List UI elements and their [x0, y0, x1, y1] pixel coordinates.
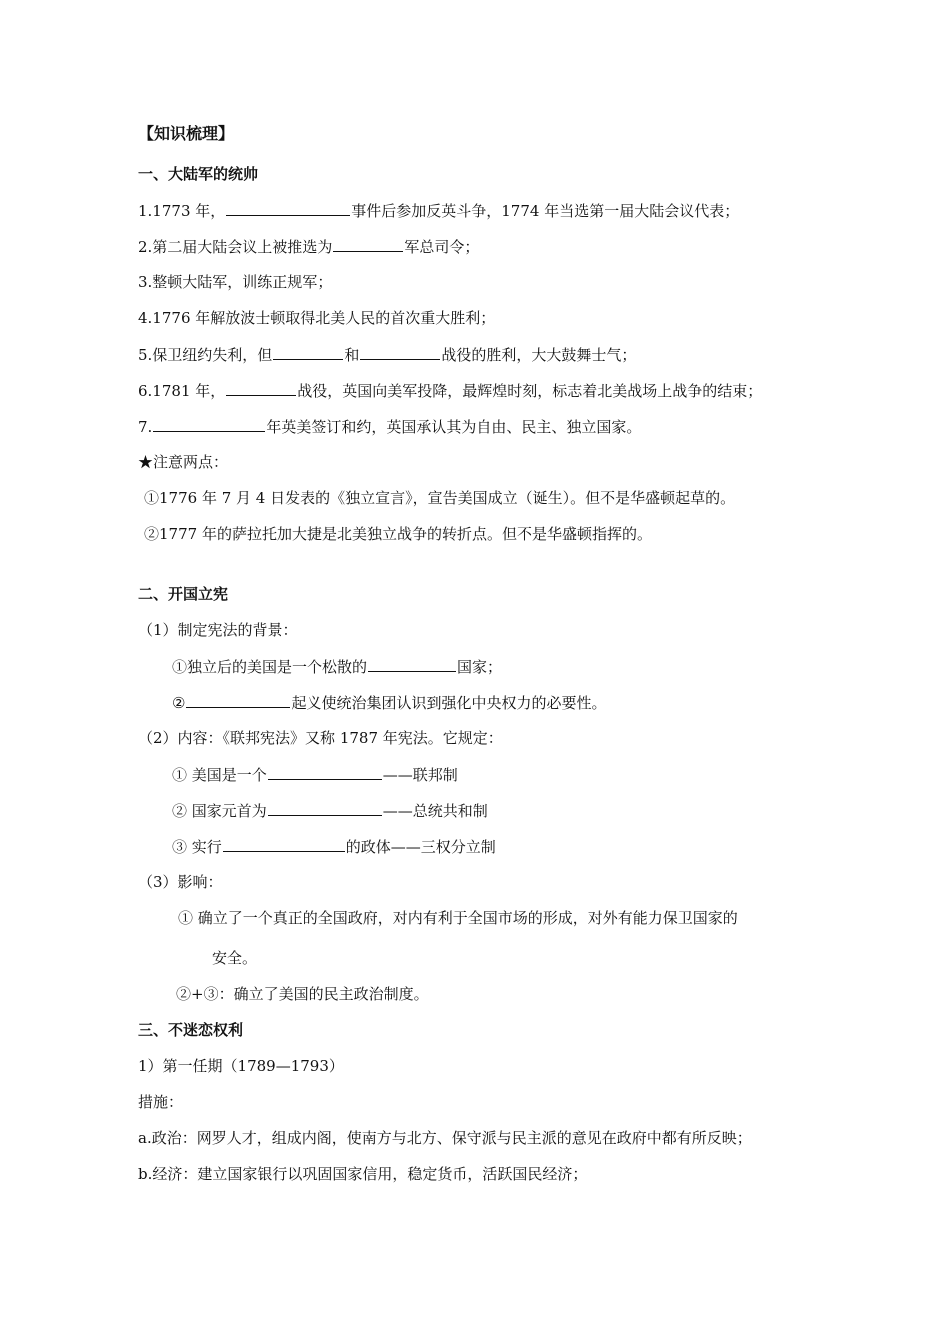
item6-text-a: 6.1781 年， [138, 382, 226, 400]
item2-text-a: 2.第二届大陆会议上被推选为 [138, 238, 333, 256]
item5-text-b: 和 [344, 346, 360, 364]
blank-country-type [268, 764, 382, 780]
knowledge-heading: 【知识梳理】 [138, 124, 235, 143]
content-3 [172, 836, 496, 857]
item5-text-a: 5.保卫纽约失利，但 [138, 346, 273, 364]
item1-text-b: 事件后参加反英斗争，1774 年当选第一届大陆会议代表； [351, 202, 740, 220]
section1-item7 [138, 416, 641, 437]
section1-item3: 3.整顿大陆军，训练正规军； [138, 273, 333, 291]
blank-event [226, 200, 350, 216]
background-title: （1）制定宪法的背景： [138, 621, 298, 639]
c2-text-a: ② 国家元首为 [172, 802, 267, 820]
note-2: ②1777 年的萨拉托加大捷是北美独立战争的转折点。但不是华盛顿指挥的。 [144, 525, 652, 543]
blank-battle-3 [226, 380, 296, 396]
blank-polity [223, 836, 345, 852]
blank-uprising [186, 692, 290, 708]
measure-economy: b.经济：建立国家银行以巩固国家信用，稳定货币，活跃国民经济； [138, 1165, 588, 1183]
blank-battle-1 [273, 344, 343, 360]
c3-text-b: 的政体——三权分立制 [345, 838, 496, 856]
c2-text-b: ——总统共和制 [382, 802, 488, 820]
note-1: ①1776 年 7 月 4 日发表的《独立宣言》，宣告美国成立（诞生）。但不是华盛顿起草的。 [144, 489, 736, 507]
background-1 [172, 656, 502, 677]
c1-text-b: ——联邦制 [382, 766, 458, 784]
item7-text-b: 年英美签订和约，英国承认其为自由、民主、独立国家。 [266, 418, 642, 436]
blank-battle-2 [360, 344, 440, 360]
impact-title: （3）影响： [138, 873, 223, 891]
section1-title: 一、大陆军的统帅 [138, 165, 259, 183]
impact-2: ②+③：确立了美国的民主政治制度。 [176, 985, 429, 1003]
impact-1-line-1: ① 确立了一个真正的全国政府，对内有利于全国市场的形成，对外有能力保卫国家的 [178, 909, 738, 927]
bg2-text-b: 起义使统治集团认识到强化中央权力的必要性。 [291, 694, 607, 712]
item1-text-a: 1.1773 年， [138, 202, 226, 220]
item5-text-c: 战役的胜利，大大鼓舞士气； [441, 346, 637, 364]
bg2-text-a: ② [172, 694, 186, 712]
blank-head-of-state [268, 800, 382, 816]
section1-item2 [138, 236, 479, 257]
impact-1-line-2: 安全。 [212, 949, 258, 967]
section3-title: 三、不迷恋权利 [138, 1021, 244, 1039]
section1-item1 [138, 200, 739, 221]
section1-item4: 4.1776 年解放波士顿取得北美人民的首次重大胜利； [138, 309, 496, 327]
section1-item6 [138, 380, 762, 401]
content-2 [172, 800, 488, 821]
bg1-text-a: ①独立后的美国是一个松散的 [172, 658, 368, 676]
blank-year [153, 416, 265, 432]
bg1-text-b: 国家； [457, 658, 503, 676]
first-term: 1）第一任期（1789—1793） [138, 1057, 344, 1075]
note-title: ★注意两点： [138, 453, 229, 471]
item7-text-a: 7. [138, 418, 153, 436]
c1-text-a: ① 美国是一个 [172, 766, 267, 784]
blank-loose [368, 656, 456, 672]
measure-politics: a.政治：网罗人才，组成内阁，使南方与北方、保守派与民主派的意见在政府中都有所反映； [138, 1129, 752, 1147]
item2-text-b: 军总司令； [404, 238, 480, 256]
blank-army [333, 236, 403, 252]
measures-label: 措施： [138, 1093, 184, 1111]
content-title: （2）内容：《联邦宪法》又称 1787 年宪法。它规定： [138, 729, 503, 747]
section1-item5 [138, 344, 636, 365]
item6-text-b: 战役，英国向美军投降，最辉煌时刻，标志着北美战场上战争的结束； [297, 382, 763, 400]
c3-text-a: ③ 实行 [172, 838, 222, 856]
content-1 [172, 764, 458, 785]
background-2 [172, 692, 606, 713]
section2-title: 二、开国立宪 [138, 585, 229, 603]
